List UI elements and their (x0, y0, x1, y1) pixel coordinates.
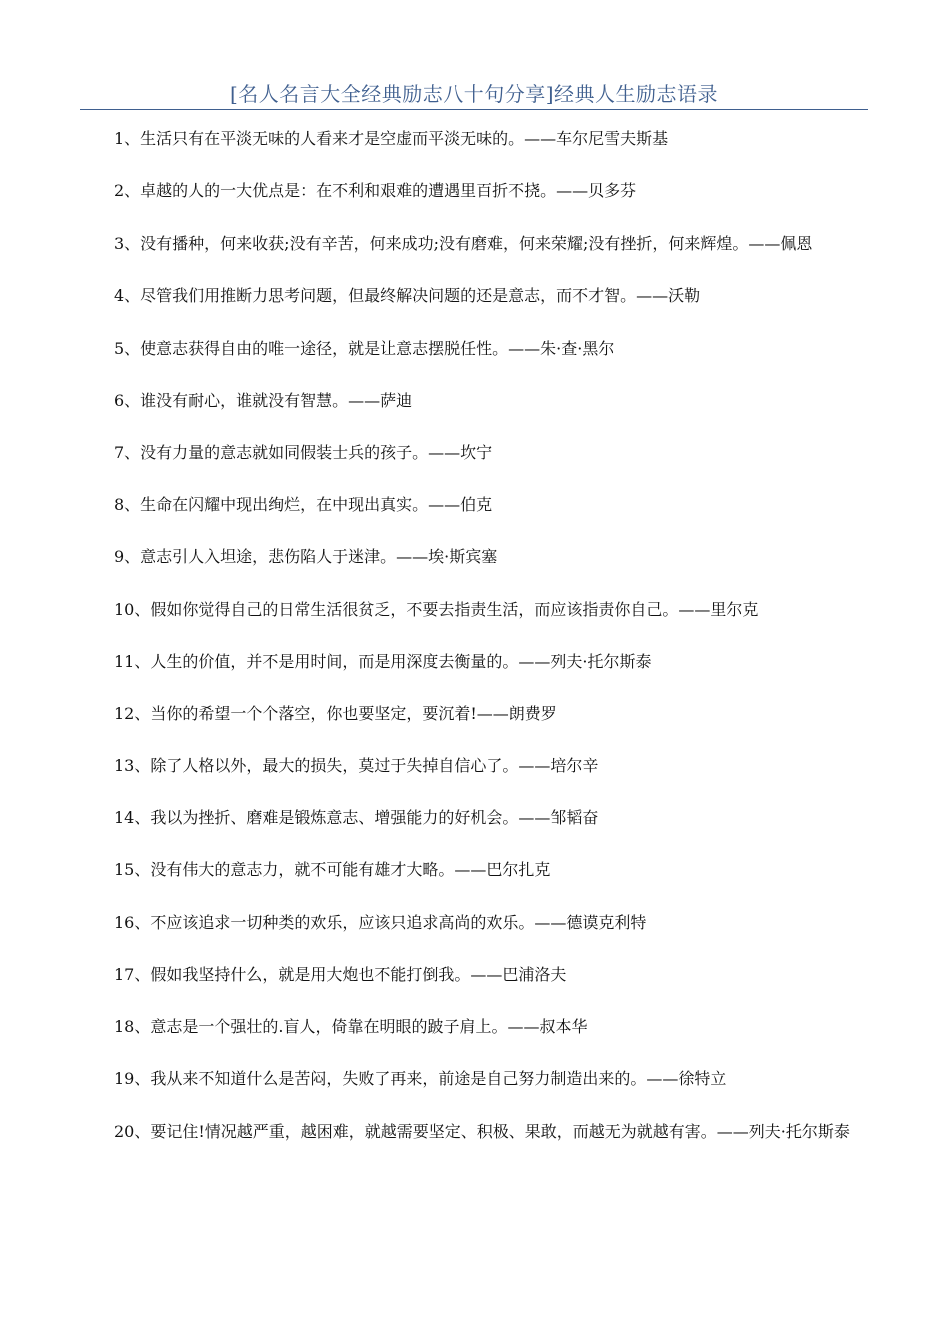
quote-list (82, 126, 868, 1171)
quote-item: 20、要记住!情况越严重，越困难，就越需要坚定、积极、果敢，而越无为就越有害。——列夫·托尔斯泰 (114, 1122, 850, 1142)
quote-item: 9、意志引人入坦途，悲伤陷人于迷津。——埃·斯宾塞 (114, 547, 498, 567)
quote-item: 3、没有播种，何来收获;没有辛苦，何来成功;没有磨难，何来荣耀;没有挫折，何来辉煌。——佩恩 (114, 234, 813, 254)
quote-item: 5、使意志获得自由的唯一途径，就是让意志摆脱任性。——朱·查·黑尔 (114, 338, 615, 358)
quote-item: 18、意志是一个强壮的.盲人，倚靠在明眼的跛子肩上。——叔本华 (114, 1017, 588, 1036)
quote-item: 4、尽管我们用推断力思考问题，但最终解决问题的还是意志，而不才智。——沃勒 (114, 286, 701, 306)
quote-item: 7、没有力量的意志就如同假装士兵的孩子。——坎宁 (114, 442, 493, 462)
quote-item: 16、不应该追求一切种类的欢乐，应该只追求高尚的欢乐。——德谟克利特 (114, 912, 647, 932)
quote-item: 2、卓越的人的一大优点是：在不利和艰难的遭遇里百折不挠。——贝多芬 (114, 181, 637, 201)
title-underline (80, 109, 868, 110)
quote-item: 12、当你的希望一个个落空，你也要坚定，要沉着!——朗费罗 (114, 703, 557, 723)
quote-item: 13、除了人格以外，最大的损失，莫过于失掉自信心了。——培尔辛 (114, 756, 599, 776)
quote-item: 11、人生的价值，并不是用时间，而是用深度去衡量的。——列夫·托尔斯泰 (114, 651, 652, 671)
quote-item: 14、我以为挫折、磨难是锻炼意志、增强能力的好机会。——邹韬奋 (114, 808, 599, 828)
quote-item: 10、假如你觉得自己的日常生活很贫乏，不要去指责生活，而应该指责你自己。——里尔克 (114, 599, 759, 619)
quote-item: 19、我从来不知道什么是苦闷，失败了再来，前途是自己努力制造出来的。——徐特立 (114, 1069, 727, 1089)
quote-item: 15、没有伟大的意志力，就不可能有雄才大略。——巴尔扎克 (114, 860, 551, 880)
quote-item: 8、生命在闪耀中现出绚烂，在中现出真实。——伯克 (114, 495, 493, 515)
document-title: [名人名言大全经典励志八十句分享]经典人生励志语录 (229, 82, 719, 106)
quote-item: 6、谁没有耐心，谁就没有智慧。——萨迪 (114, 390, 413, 410)
quote-item: 1、生活只有在平淡无味的人看来才是空虚而平淡无味的。——车尔尼雪夫斯基 (114, 129, 669, 148)
quote-item: 17、假如我坚持什么，就是用大炮也不能打倒我。——巴浦洛夫 (114, 964, 567, 984)
